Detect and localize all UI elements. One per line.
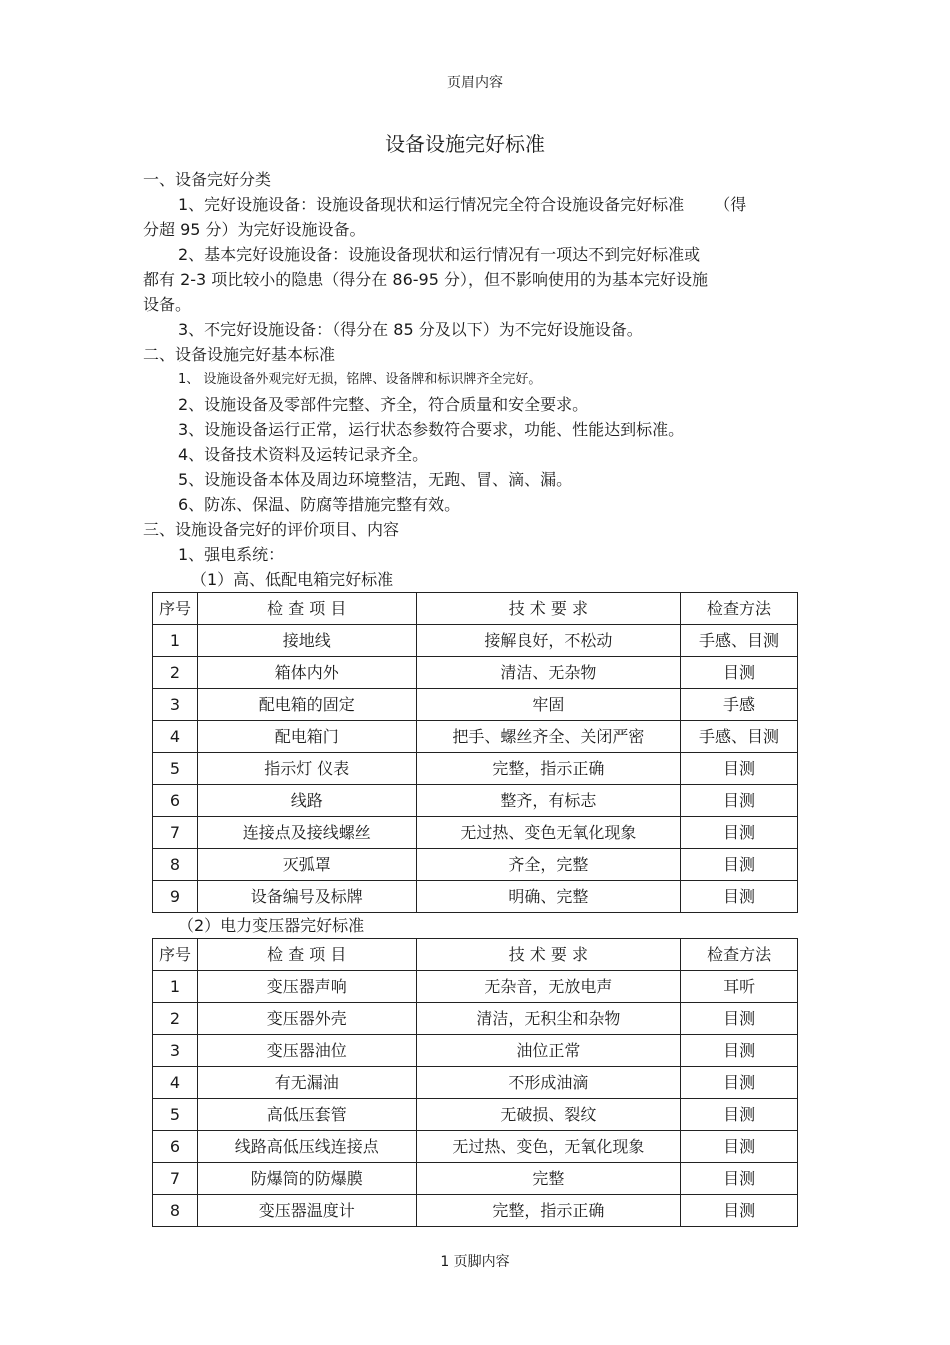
table-cell: 变压器声响 — [197, 971, 416, 1003]
table-cell: 8 — [153, 849, 198, 881]
paragraph: 3、不完好设施设备：（得分在 85 分及以下）为不完好设施设备。 — [178, 320, 643, 339]
subsection-heading: 1、强电系统： — [178, 545, 285, 564]
table-cell: 箱体内外 — [197, 657, 416, 689]
table-cell: 8 — [153, 1195, 198, 1227]
table-cell: 目测 — [681, 1131, 798, 1163]
table-cell: 清洁、无杂物 — [416, 657, 681, 689]
table-row — [153, 1035, 798, 1067]
table-cell: 把手、螺丝齐全、关闭严密 — [416, 721, 681, 753]
table-cell: 6 — [153, 1131, 198, 1163]
table-cell: 4 — [153, 1067, 198, 1099]
table-row — [153, 1003, 798, 1035]
table-cell: 目测 — [681, 849, 798, 881]
section-heading: 二、设备设施完好基本标准 — [143, 345, 336, 364]
paragraph: 2、基本完好设施设备：设施设备现状和运行情况有一项达不到完好标准或 — [178, 245, 701, 264]
table-cell: 目测 — [681, 881, 798, 913]
paragraph-text: 1、完好设施设备：设施设备现状和运行情况完全符合设施设备完好标准 — [178, 195, 685, 214]
column-header: 序号 — [153, 939, 198, 971]
list-item: 1、 设施设备外观完好无损，铭牌、设备牌和标识牌齐全完好。 — [178, 372, 542, 387]
table-cell: 明确、完整 — [416, 881, 681, 913]
document-body — [143, 167, 813, 1227]
column-header: 技 术 要 求 — [416, 939, 681, 971]
paragraph: 都有 2-3 项比较小的隐患（得分在 86-95 分），但不影响使用的为基本完好设施 — [143, 270, 708, 289]
column-header: 技 术 要 求 — [416, 593, 681, 625]
table-cell: 无过热、变色无氧化现象 — [416, 817, 681, 849]
table-cell: 无杂音，无放电声 — [416, 971, 681, 1003]
table-row — [153, 1099, 798, 1131]
table-cell: 5 — [153, 1099, 198, 1131]
list-item: 5、设施设备本体及周边环境整洁，无跑、冒、滴、漏。 — [178, 470, 573, 489]
table-cell: 接解良好，不松动 — [416, 625, 681, 657]
table-row — [153, 881, 798, 913]
table-cell: 无过热、变色，无氧化现象 — [416, 1131, 681, 1163]
table-row — [153, 817, 798, 849]
table-cell: 连接点及接线螺丝 — [197, 817, 416, 849]
table-cell: 完整 — [416, 1163, 681, 1195]
table-cell: 无破损、裂纹 — [416, 1099, 681, 1131]
table-cell: 配电箱门 — [197, 721, 416, 753]
table-cell: 清洁，无积尘和杂物 — [416, 1003, 681, 1035]
table-cell: 完整，指示正确 — [416, 1195, 681, 1227]
distribution-box-table — [152, 592, 798, 913]
table-cell: 目测 — [681, 785, 798, 817]
paragraph: 分超 95 分）为完好设施设备。 — [143, 220, 366, 239]
table-cell: 手感、目测 — [681, 625, 798, 657]
table-cell: 耳听 — [681, 971, 798, 1003]
table-row — [153, 689, 798, 721]
table-cell: 有无漏油 — [197, 1067, 416, 1099]
table-row — [153, 785, 798, 817]
section-heading: 三、设施设备完好的评价项目、内容 — [143, 520, 400, 539]
table-cell: 7 — [153, 1163, 198, 1195]
table-row — [153, 1195, 798, 1227]
table-row — [153, 1067, 798, 1099]
table-row — [153, 1163, 798, 1195]
column-header: 检查方法 — [681, 593, 798, 625]
table-cell: 1 — [153, 971, 198, 1003]
table-header-row — [153, 593, 798, 625]
table-row — [153, 971, 798, 1003]
list-item: 6、防冻、保温、防腐等措施完整有效。 — [178, 495, 461, 514]
table-cell: 5 — [153, 753, 198, 785]
table-row — [153, 1131, 798, 1163]
table-cell: 2 — [153, 1003, 198, 1035]
table-cell: 变压器外壳 — [197, 1003, 416, 1035]
table-cell: 牢固 — [416, 689, 681, 721]
table-cell: 目测 — [681, 817, 798, 849]
table-cell: 3 — [153, 1035, 198, 1067]
table-cell: 变压器油位 — [197, 1035, 416, 1067]
list-item: 4、设备技术资料及运转记录齐全。 — [178, 445, 429, 464]
table-row — [153, 753, 798, 785]
table-caption: （2）电力变压器完好标准 — [178, 916, 365, 935]
table-cell: 目测 — [681, 1099, 798, 1131]
page-header: 页眉内容 — [447, 75, 503, 91]
table-row — [153, 849, 798, 881]
table-cell: 目测 — [681, 657, 798, 689]
table-cell: 油位正常 — [416, 1035, 681, 1067]
section-heading: 一、设备完好分类 — [143, 170, 272, 189]
paragraph-text: （得 — [714, 195, 747, 214]
table-cell: 完整，指示正确 — [416, 753, 681, 785]
table-cell: 线路 — [197, 785, 416, 817]
table-cell: 接地线 — [197, 625, 416, 657]
table-cell: 目测 — [681, 1003, 798, 1035]
table-header-row — [153, 939, 798, 971]
page-footer: 1 页脚内容 — [440, 1254, 510, 1270]
table-cell: 齐全，完整 — [416, 849, 681, 881]
table-cell: 2 — [153, 657, 198, 689]
table-cell: 防爆筒的防爆膜 — [197, 1163, 416, 1195]
table-cell: 目测 — [681, 1035, 798, 1067]
table-cell: 配电箱的固定 — [197, 689, 416, 721]
paragraph — [143, 192, 813, 217]
table-cell: 指示灯 仪表 — [197, 753, 416, 785]
table-cell: 目测 — [681, 753, 798, 785]
table-cell: 变压器温度计 — [197, 1195, 416, 1227]
column-header: 检 查 项 目 — [197, 593, 416, 625]
table-caption: （1）高、低配电箱完好标准 — [191, 570, 394, 589]
table-cell: 9 — [153, 881, 198, 913]
table-cell: 高低压套管 — [197, 1099, 416, 1131]
table-row — [153, 657, 798, 689]
table-cell: 灭弧罩 — [197, 849, 416, 881]
paragraph: 设备。 — [143, 295, 192, 314]
table-cell: 手感、目测 — [681, 721, 798, 753]
document-title: 设备设施完好标准 — [385, 132, 545, 156]
table-cell: 线路高低压线连接点 — [197, 1131, 416, 1163]
column-header: 检 查 项 目 — [197, 939, 416, 971]
column-header: 检查方法 — [681, 939, 798, 971]
column-header: 序号 — [153, 593, 198, 625]
table-row — [153, 721, 798, 753]
table-cell: 4 — [153, 721, 198, 753]
list-item: 2、设施设备及零部件完整、齐全，符合质量和安全要求。 — [178, 395, 589, 414]
table-cell: 3 — [153, 689, 198, 721]
table-cell: 设备编号及标牌 — [197, 881, 416, 913]
table-cell: 6 — [153, 785, 198, 817]
table-cell: 整齐，有标志 — [416, 785, 681, 817]
table-row — [153, 625, 798, 657]
list-item: 3、设施设备运行正常，运行状态参数符合要求，功能、性能达到标准。 — [178, 420, 685, 439]
table-cell: 目测 — [681, 1195, 798, 1227]
table-cell: 目测 — [681, 1163, 798, 1195]
table-cell: 目测 — [681, 1067, 798, 1099]
table-cell: 7 — [153, 817, 198, 849]
table-cell: 1 — [153, 625, 198, 657]
transformer-table — [152, 938, 798, 1227]
table-cell: 手感 — [681, 689, 798, 721]
table-cell: 不形成油滴 — [416, 1067, 681, 1099]
